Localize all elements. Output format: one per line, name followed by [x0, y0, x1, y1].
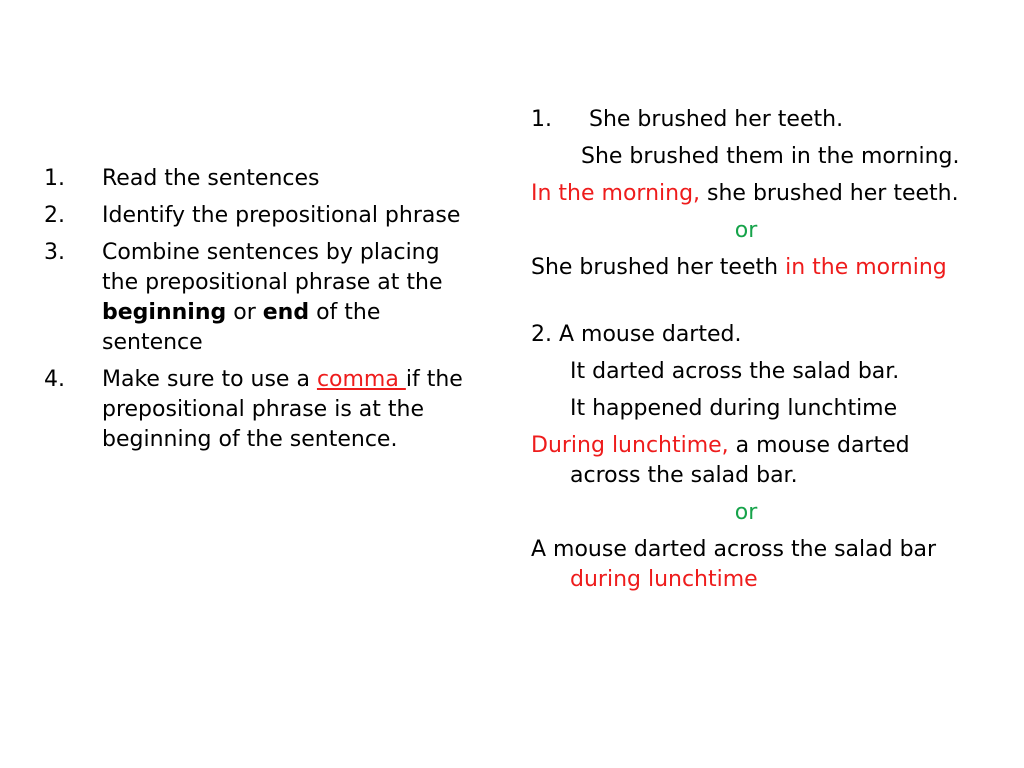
list-text: Identify the prepositional phrase: [102, 203, 461, 228]
list-text: Combine sentences by placing the prepositional phrase at the: [102, 240, 443, 295]
list-text-post: of the sentence: [102, 300, 381, 355]
or-label: or: [734, 500, 758, 525]
list-text: Make sure to use a: [102, 367, 317, 392]
sentence-text: A mouse darted across the salad bar: [531, 537, 937, 562]
example2-sentence2: It darted across the salad bar.: [570, 359, 900, 384]
spacer: [531, 290, 971, 320]
example1-sentence1: [531, 105, 971, 135]
instruction-list: [40, 164, 480, 462]
list-item: [40, 164, 480, 194]
list-number: 1.: [44, 166, 65, 191]
list-item: [40, 365, 480, 455]
bold-end: end: [262, 300, 310, 325]
example2-sentence1: 2. A mouse darted.: [531, 322, 742, 347]
list-item: [40, 238, 480, 358]
example1-answer-a: [531, 179, 971, 209]
bold-beginning: beginning: [102, 300, 227, 325]
example2-answer-b: [531, 535, 971, 595]
list-number: 4.: [44, 367, 65, 392]
phrase-highlight: during lunchtime: [570, 567, 758, 592]
sentence-text: She brushed them in the morning.: [581, 144, 960, 169]
sentence-text: She brushed her teeth: [531, 255, 786, 280]
list-item: [40, 201, 480, 231]
sentence-text: a mouse darted across the salad bar.: [570, 433, 910, 488]
comma-highlight: comma: [316, 367, 406, 392]
sentence-text: she brushed her teeth.: [700, 181, 959, 206]
list-text: Read the sentences: [102, 166, 320, 191]
example2-answer-a: [531, 431, 971, 491]
list-number: 2.: [44, 203, 65, 228]
list-text-mid: or: [226, 300, 263, 325]
phrase-highlight: During lunchtime,: [531, 433, 729, 458]
or-label: or: [734, 218, 758, 243]
example-number: 1.: [531, 107, 552, 132]
sentence-text: She brushed her teeth.: [589, 107, 844, 132]
example1-answer-b: [531, 253, 971, 283]
list-number: 3.: [44, 240, 65, 265]
example2-sentence3: It happened during lunchtime: [570, 396, 898, 421]
examples: [531, 105, 971, 602]
example1-sentence2: [531, 142, 971, 172]
list-text-post: if the prepositional phrase is at the beginning of the sentence.: [102, 367, 463, 452]
phrase-highlight: In the morning,: [531, 181, 701, 206]
phrase-highlight: in the morning: [785, 255, 947, 280]
